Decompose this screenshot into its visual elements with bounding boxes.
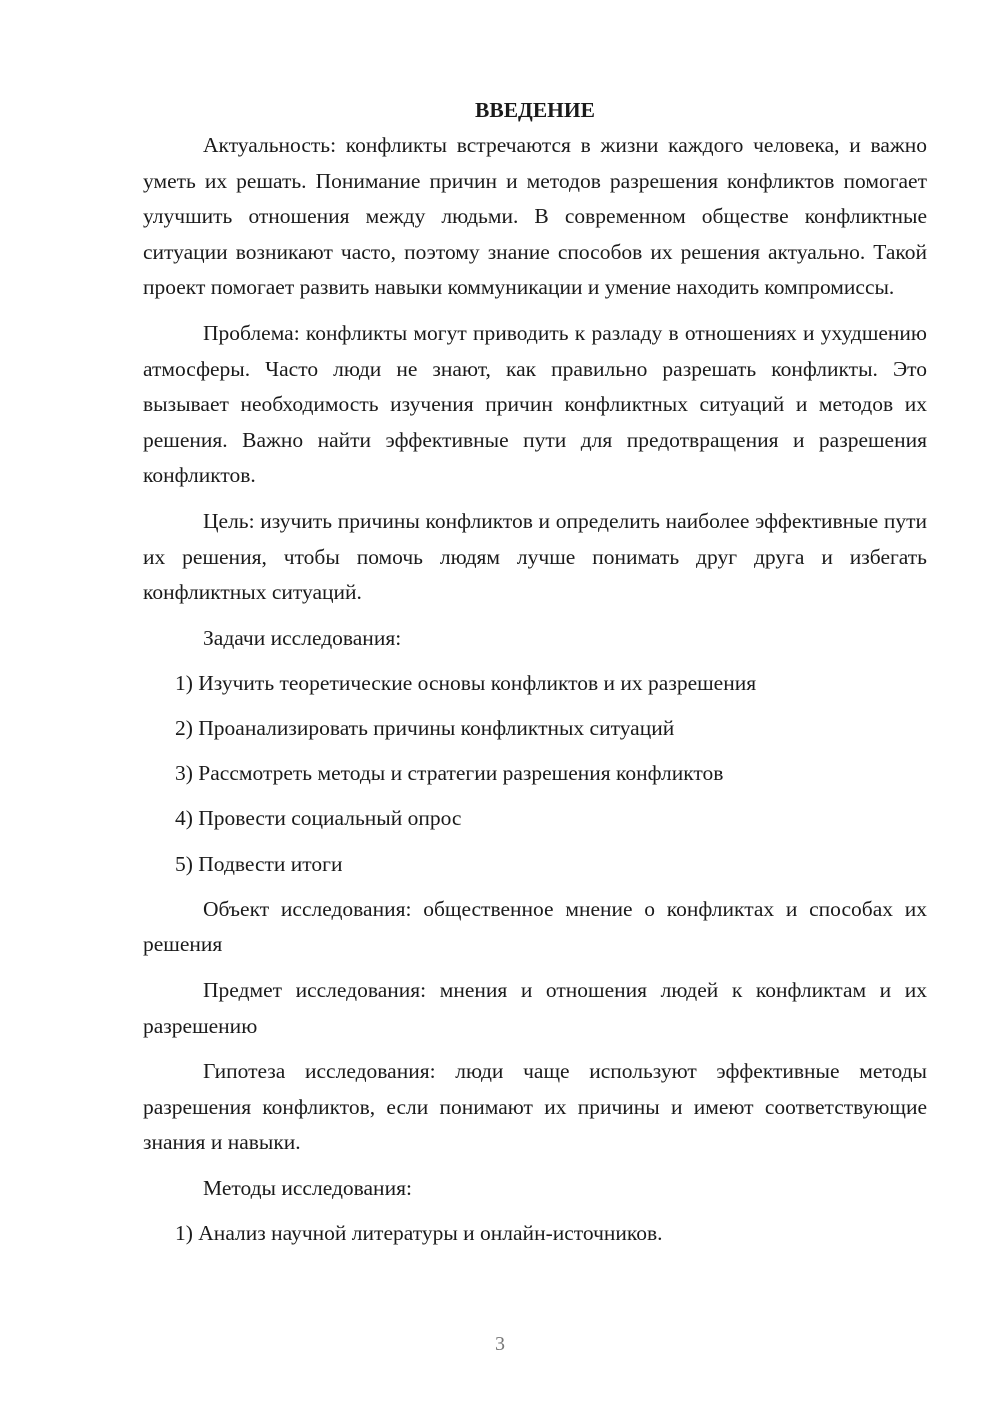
list-item-task-3: 3) Рассмотреть методы и стратегии разрешения конфликтов (175, 761, 724, 786)
list-item-task-1: 1) Изучить теоретические основы конфликтов и их разрешения (175, 670, 757, 695)
document-page (143, 92, 927, 1392)
page-number: 3 (495, 1333, 505, 1355)
list-item-method-1: 1) Анализ научной литературы и онлайн-источников. (175, 1221, 663, 1246)
relevance-paragraph: Актуальность: конфликты встречаются в жизни каждого человека, и важно уметь их решать. Понимание причин и методов разрешения конфликтов помогает улучшить отношения между людьми. В современном обществе конфликтные ситуации возникают часто, поэтому знание способов их решения актуально. Такой проект помогает развить навыки коммуникации и умение находить компромиссы. (143, 133, 927, 300)
hypothesis-paragraph: Гипотеза исследования: люди чаще используют эффективные методы разрешения конфликтов, если понимают их причины и имеют соответствующие знания и навыки. (143, 1059, 927, 1155)
object-paragraph: Объект исследования: общественное мнение о конфликтах и способах их решения (143, 896, 927, 957)
problem-paragraph: Проблема: конфликты могут приводить к разладу в отношениях и ухудшению атмосферы. Часто люди не знают, как правильно разрешать конфликты. Это вызывает необходимость изучения причин конфликтных ситуаций и методов их решения. Важно найти эффективные пути для предотвращения и разрешения конфликтов. (143, 320, 927, 488)
subject-paragraph: Предмет исследования: мнения и отношения людей к конфликтам и их разрешению (143, 978, 927, 1038)
tasks-intro: Задачи исследования: (203, 625, 402, 650)
goal-paragraph: Цель: изучить причины конфликтов и определить наиболее эффективные пути их решения, чтобы помочь людям лучше понимать друг друга и избегать конфликтных ситуаций. (143, 508, 927, 605)
list-item-task-4: 4) Провести социальный опрос (175, 806, 462, 831)
list-item-task-2: 2) Проанализировать причины конфликтных ситуаций (175, 716, 675, 741)
list-item-task-5: 5) Подвести итоги (175, 851, 343, 876)
page-title: ВВЕДЕНИЕ (475, 98, 595, 122)
methods-intro: Методы исследования: (203, 1176, 412, 1200)
